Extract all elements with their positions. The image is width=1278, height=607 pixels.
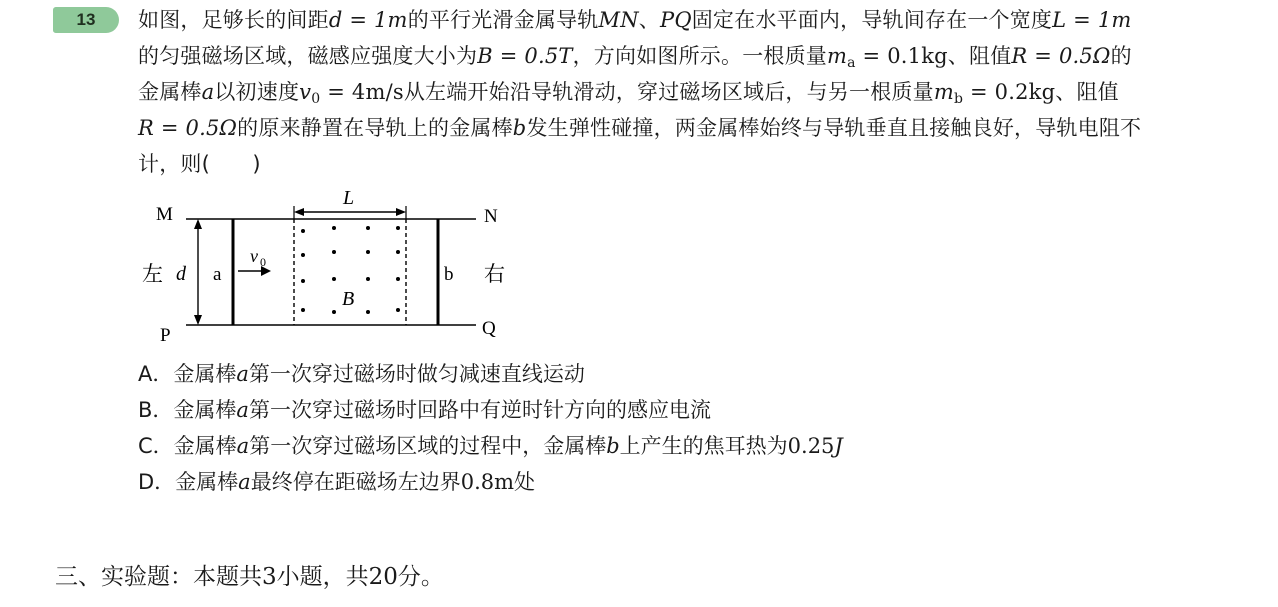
math-text: = 4m/s	[320, 80, 404, 104]
rail-diagram-svg	[138, 188, 518, 348]
math-text: 0.8m	[460, 470, 515, 494]
label-left: 左	[142, 262, 163, 286]
math-text: a	[236, 434, 250, 458]
stem-text: ，方向如图所示。一根质量	[572, 44, 827, 68]
math-text: a	[236, 362, 249, 386]
stem-text: 的	[1110, 44, 1132, 68]
math-text: L = 1m	[1052, 8, 1132, 32]
field-dot	[332, 310, 336, 314]
option-letter: B．	[138, 398, 174, 422]
math-text: b	[606, 434, 620, 458]
label-v: v	[250, 246, 258, 266]
d-arrow-up-icon	[194, 219, 202, 229]
field-dot	[366, 310, 370, 314]
stem-text: 发生弹性碰撞，两金属棒始终与导轨垂直且接触良好，导轨电阻不	[526, 116, 1142, 140]
math-text: a	[236, 398, 249, 422]
math-text: a	[238, 470, 251, 494]
field-dot	[332, 226, 336, 230]
option-text: 处	[514, 470, 536, 494]
math-text: v	[299, 80, 312, 104]
option-D[interactable]	[138, 464, 843, 500]
stem-text: 以初速度	[214, 80, 300, 104]
label-N: N	[484, 206, 498, 227]
stem-text: 的原来静置在导轨上的金属棒	[237, 116, 513, 140]
question-stem	[138, 2, 1268, 182]
stem-line-4	[138, 110, 1268, 146]
stem-text: 、阻值	[1055, 80, 1119, 104]
stem-text: 、阻值	[947, 44, 1012, 68]
math-text: m	[933, 80, 954, 104]
math-mb	[933, 80, 1056, 107]
math-text: PQ	[659, 8, 692, 32]
section-text: 三、实验题：本题共	[55, 564, 262, 590]
math-text: = 0.1kg	[855, 44, 948, 68]
field-dot	[332, 250, 336, 254]
label-M: M	[156, 204, 173, 225]
field-dot	[366, 226, 370, 230]
stem-line-3	[138, 74, 1268, 110]
math-text: = 0.2kg	[963, 80, 1056, 104]
field-dot	[301, 229, 305, 233]
field-dot	[366, 277, 370, 281]
section-heading	[55, 560, 444, 594]
option-text: 最终停在距磁场左边界	[250, 470, 461, 494]
option-C[interactable]	[138, 428, 843, 464]
label-v-sub: 0	[260, 255, 266, 269]
stem-text: 计，则( )	[138, 152, 261, 176]
stem-text: 固定在水平面内，导轨间存在一个宽度	[691, 8, 1053, 32]
option-letter: A．	[138, 362, 174, 386]
math-sub: 0	[311, 91, 321, 107]
label-B: B	[342, 288, 355, 310]
math-R2	[138, 116, 237, 140]
math-MN	[599, 8, 639, 32]
field-dot	[396, 250, 400, 254]
math-text: a	[201, 80, 215, 104]
option-letter: D．	[138, 470, 176, 494]
math-B	[477, 44, 572, 68]
math-R	[1011, 44, 1110, 68]
field-dot	[396, 308, 400, 312]
stem-text: 如图，足够长的间距	[138, 8, 329, 32]
option-text: 第一次穿过磁场区域的过程中，金属棒	[249, 434, 607, 458]
math-sub: a	[847, 55, 856, 71]
option-text: 金属棒	[173, 398, 237, 422]
stem-text: 、	[638, 8, 660, 32]
section-number: 3	[262, 564, 277, 590]
answer-options	[138, 356, 843, 500]
math-PQ	[660, 8, 692, 32]
field-dot	[301, 253, 305, 257]
option-text: 金属棒	[173, 434, 237, 458]
math-text: J	[834, 434, 843, 458]
stem-text: 从左端开始沿导轨滑动，穿过磁场区域后，与另一根质量	[403, 80, 934, 104]
label-L: L	[343, 188, 355, 209]
field-dot	[366, 250, 370, 254]
math-a	[202, 80, 215, 104]
math-b	[513, 116, 527, 140]
math-ma	[827, 44, 948, 71]
stem-text: 的平行光滑金属导轨	[407, 8, 599, 32]
math-L	[1052, 8, 1131, 32]
option-text: 金属棒	[175, 470, 239, 494]
stem-line-2	[138, 38, 1268, 74]
math-text: MN	[598, 8, 639, 32]
d-arrow-down-icon	[194, 315, 202, 325]
option-text: 第一次穿过磁场时做匀减速直线运动	[248, 362, 585, 386]
stem-line-1	[138, 2, 1268, 38]
stem-text: 的匀强磁场区域，磁感应强度大小为	[138, 44, 478, 68]
option-text: 第一次穿过磁场时回路中有逆时针方向的感应电流	[248, 398, 711, 422]
label-a: a	[213, 264, 222, 285]
L-arrow-left-icon	[294, 208, 304, 216]
label-Q: Q	[482, 318, 496, 339]
stem-line-5	[138, 146, 1268, 182]
stem-text: 金属棒	[138, 80, 202, 104]
math-text: m	[827, 44, 848, 68]
option-text: 上产生的焦耳热为	[619, 434, 788, 458]
section-text: 小题，共	[276, 564, 369, 590]
option-A[interactable]	[138, 356, 843, 392]
field-dot	[301, 308, 305, 312]
math-sub: b	[953, 91, 964, 107]
label-right: 右	[484, 262, 505, 286]
math-text: d = 1m	[328, 8, 408, 32]
field-dot	[301, 279, 305, 283]
math-v0	[299, 80, 404, 107]
rail-diagram	[138, 188, 518, 348]
field-dot	[332, 277, 336, 281]
field-dot	[396, 277, 400, 281]
option-letter: C．	[138, 434, 174, 458]
question-number-badge: 13	[53, 7, 119, 33]
L-arrow-right-icon	[396, 208, 406, 216]
math-text: 0.25	[787, 434, 835, 458]
math-text: R = 0.5Ω	[1011, 44, 1111, 68]
label-P: P	[160, 325, 171, 346]
math-text: B = 0.5T	[477, 44, 573, 68]
math-d	[329, 8, 408, 32]
option-B[interactable]	[138, 392, 843, 428]
section-number: 20	[368, 564, 398, 590]
math-text: R = 0.5Ω	[138, 116, 238, 140]
math-text: b	[512, 116, 527, 140]
section-text: 分。	[397, 564, 444, 590]
option-text: 金属棒	[173, 362, 237, 386]
field-dot	[396, 226, 400, 230]
label-b: b	[444, 264, 454, 285]
label-d: d	[176, 263, 186, 285]
